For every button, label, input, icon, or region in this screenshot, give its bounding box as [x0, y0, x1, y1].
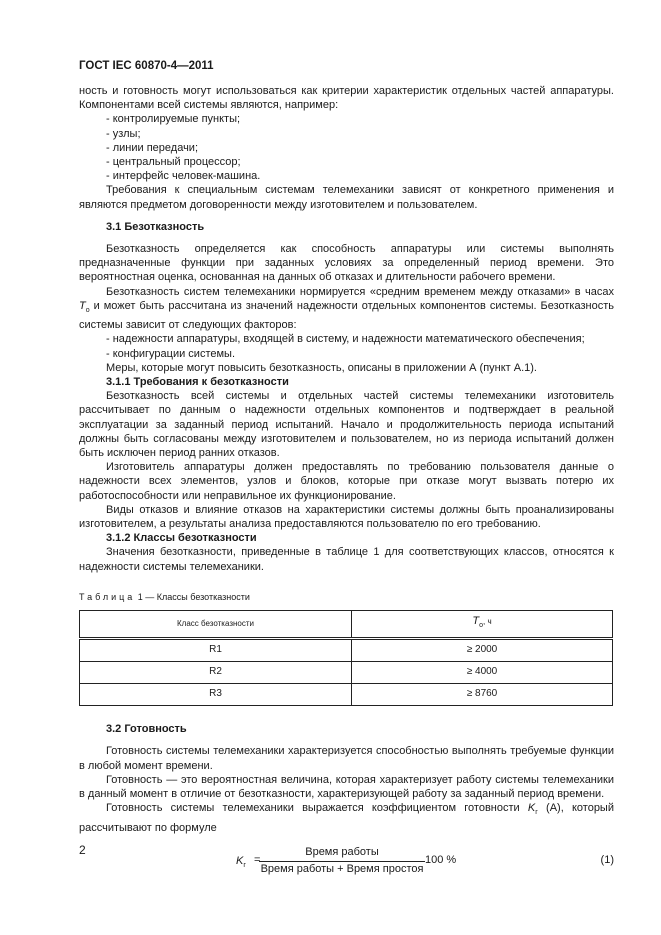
- paragraph: Значения безотказности, приведенные в таблице 1 для соответствующих классов, относятся к надежности системы телемеханики.: [79, 546, 614, 573]
- table-row: [80, 639, 613, 662]
- table-header-row: [80, 611, 613, 639]
- paragraph: Готовность — это вероятностная величина, которая характеризует работу системы телемеханики в данный момент в отличие от безотказности, характеризующей работу за заданный период времени.: [79, 773, 614, 800]
- paragraph: Требования к специальным системам телемеханики зависят от конкретного применения и являются предметом договоренности между изготовителем и пользователем.: [79, 184, 614, 211]
- cell-value: ≥ 4000: [352, 662, 613, 684]
- formula-number: (1): [600, 853, 614, 866]
- formula-lhs: $K_г$: [236, 854, 246, 869]
- document-header: ГОСТ IEC 60870-4—2011: [79, 60, 214, 72]
- list-item: - надежности аппаратуры, входящей в систему, и надежности математического обеспечения;: [106, 333, 585, 346]
- table-row: [80, 684, 613, 706]
- table-caption: Таблица 1 — Классы безотказности: [79, 591, 250, 602]
- list-item: - линии передачи;: [106, 141, 198, 154]
- paragraph: Безотказность определяется как способность аппаратуры или системы выполнять предназначенные функции при заданных условиях за определенный период времени. Это вероятностная оценка, основанная на данных об отказах и длительности рабочего времени.: [79, 243, 614, 284]
- column-header-class: Класс безотказности: [80, 611, 352, 639]
- availability-formula: [79, 845, 614, 885]
- paragraph: Виды отказов и влияние отказов на характеристики системы должны быть проанализированы изготовителем, а результаты анализа предоставляются пользователю по его требованию.: [79, 503, 614, 531]
- paragraph: Готовность системы телемеханики характеризуется способностью выполнять требуемые функции в любой момент времени.: [79, 745, 614, 772]
- cell-class: R2: [80, 662, 352, 684]
- paragraph: Изготовитель аппаратуры должен предоставлять по требованию пользователя данные о надежности всех элементов, узлов и блоков, которые при отказе могут вызвать потерю их работоспособности или неправильное их функционирование.: [79, 461, 614, 502]
- table-row: [80, 662, 613, 684]
- cell-value: ≥ 8760: [352, 684, 613, 706]
- paragraph: ность и готовность могут использоваться как критерии характеристик отдельных частей аппаратуры. Компонентами всей системы являются, например:: [79, 85, 614, 112]
- reliability-classes-table: [79, 610, 613, 706]
- paragraph: Безотказность всей системы и отдельных частей системы телемеханики изготовитель рассчитывает по данным о надежности отдельных компонентов и подтверждает в реальной эксплуатации за заданный период испытаний. Начало и продолжительность периода испытаний должны быть согласованы между изготовителем и пользователем, но из периода испытаний должен быть исключен период ранних отказов.: [79, 390, 614, 460]
- formula-equals: =: [254, 853, 261, 866]
- paragraph: Готовность системы телемеханики выражается коэффициентом готовности $K_г$ (А), который рассчитывают по формуле: [79, 802, 614, 834]
- list-item: - центральный процессор;: [106, 156, 241, 169]
- section-heading-3-2: 3.2 Готовность: [106, 723, 187, 736]
- formula-numerator: Время работы: [305, 845, 379, 858]
- formula-multiplier: 100 %: [425, 853, 457, 866]
- cell-value: ≥ 2000: [352, 639, 613, 662]
- symbol-k: K: [527, 802, 536, 815]
- section-heading-3-1: 3.1 Безотказность: [106, 220, 205, 233]
- formula-denominator: Время работы + Время простоя: [260, 862, 424, 875]
- cell-class: R1: [80, 639, 352, 662]
- section-heading-3-1-1: 3.1.1 Требования к безотказности: [106, 376, 289, 389]
- paragraph: Меры, которые могут повысить безотказность, описаны в приложении А (пункт А.1).: [106, 361, 537, 374]
- symbol-t: T: [79, 299, 86, 312]
- list-item: - узлы;: [106, 127, 141, 140]
- column-header-to: $T_о$, ч: [352, 611, 613, 639]
- list-item: - конфигурации системы.: [106, 347, 236, 360]
- list-item: - интерфейс человек-машина.: [106, 170, 261, 183]
- cell-class: R3: [80, 684, 352, 706]
- page-body: [79, 84, 614, 885]
- list-item: - контролируемые пункты;: [106, 113, 241, 126]
- page-number: 2: [79, 843, 86, 857]
- section-heading-3-1-2: 3.1.2 Классы безотказности: [106, 532, 257, 545]
- paragraph: Безотказность систем телемеханики нормируется «средним временем между отказами» в часах $T_о$ и может быть рассчитана из значений надежности отдельных компонентов системы. Безотказность системы зависит от следующих факторов:: [79, 285, 614, 332]
